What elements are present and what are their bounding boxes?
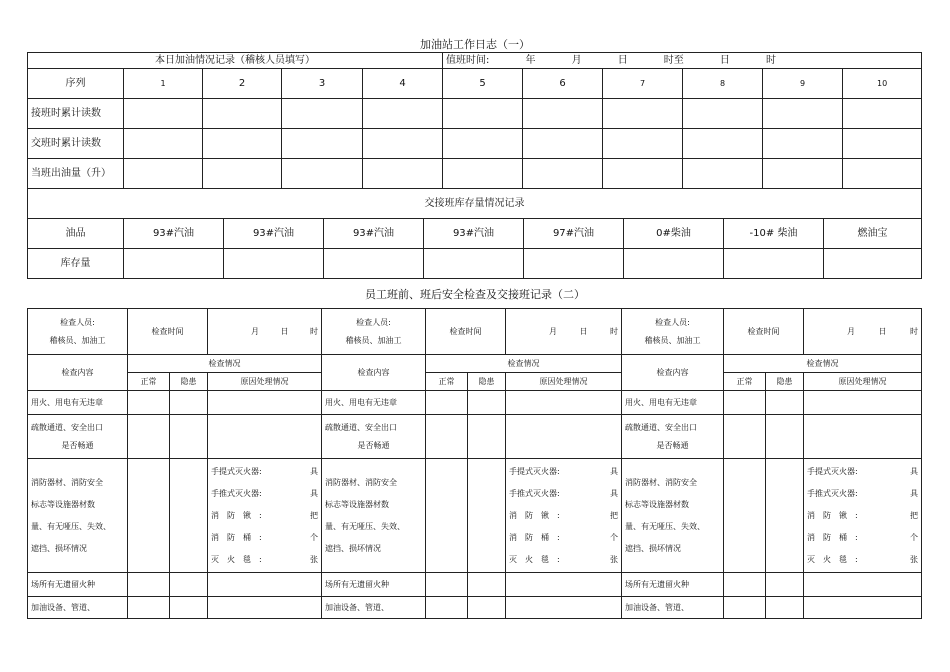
normal-label-1: 正常 bbox=[128, 373, 170, 391]
row-label-start-reading: 接班时累计读数 bbox=[28, 99, 124, 129]
item-fire-electric-1: 用火、用电有无违章 bbox=[28, 391, 128, 415]
normal-label-3: 正常 bbox=[724, 373, 766, 391]
seq-5: 5 bbox=[443, 69, 523, 99]
seq-label: 序列 bbox=[28, 69, 124, 99]
check-content-label-2: 检查内容 bbox=[322, 355, 426, 391]
oil-label: 油品 bbox=[28, 219, 124, 249]
check-status-label-2: 检查情况 bbox=[426, 355, 622, 373]
stock-table bbox=[27, 218, 922, 279]
item-exit-3: 疏散通道、安全出口 是否畅通 bbox=[622, 415, 724, 459]
check-date-3[interactable]: 月 日 时 bbox=[804, 309, 922, 355]
inspector-cell-1: 检查人员: 稽核员、加油工 bbox=[28, 309, 128, 355]
item-fire-electric-3: 用火、用电有无违章 bbox=[622, 391, 724, 415]
hazard-label-1: 隐患 bbox=[170, 373, 208, 391]
oil-1: 93#汽油 bbox=[124, 219, 224, 249]
check-time-label-3: 检查时间 bbox=[724, 309, 804, 355]
item-fire-source-1: 场所有无遗留火种 bbox=[28, 573, 128, 597]
reason-label-3: 原因处理情况 bbox=[804, 373, 922, 391]
item-fire-equipment-1: 消防器材、消防安全 标志等设施器材数 量、有无哑压、失效、 遮挡、损坏情况 bbox=[28, 459, 128, 573]
reason-label-1: 原因处理情况 bbox=[208, 373, 322, 391]
seq-6: 6 bbox=[523, 69, 603, 99]
seq-2: 2 bbox=[203, 69, 282, 99]
equipment-list-3[interactable]: 手提式灭火器: 具 手推式灭火器: 具 消 防 锹 : 把 消 防 桶 : 个 灭 火 毯 : 张 bbox=[804, 459, 922, 573]
item-fire-source-3: 场所有无遗留火种 bbox=[622, 573, 724, 597]
equipment-list-1[interactable]: 手提式灭火器: 具 手推式灭火器: 具 消 防 锹 : 把 消 防 桶 : 个 灭 火 毯 : 张 bbox=[208, 459, 322, 573]
stock-section-title: 交接班库存量情况记录 bbox=[28, 189, 922, 219]
item-equipment-pipes-1: 加油设备、管道、 bbox=[28, 597, 128, 619]
reason-label-2: 原因处理情况 bbox=[506, 373, 622, 391]
item-fire-source-2: 场所有无遗留火种 bbox=[322, 573, 426, 597]
item-fire-equipment-3: 消防器材、消防安全 标志等设施器材数 量、有无哑压、失效、 遮挡、损坏情况 bbox=[622, 459, 724, 573]
hazard-label-3: 隐患 bbox=[766, 373, 804, 391]
seq-7: 7 bbox=[603, 69, 683, 99]
check-content-label-3: 检查内容 bbox=[622, 355, 724, 391]
seq-1: 1 bbox=[124, 69, 203, 99]
item-exit-2: 疏散通道、安全出口 是否畅通 bbox=[322, 415, 426, 459]
oil-5: 97#汽油 bbox=[524, 219, 624, 249]
oil-4: 93#汽油 bbox=[424, 219, 524, 249]
row-label-shift-output: 当班出油量（升） bbox=[28, 159, 124, 189]
seq-10: 10 bbox=[843, 69, 922, 99]
check-date-2[interactable]: 月 日 时 bbox=[506, 309, 622, 355]
safety-table bbox=[27, 308, 922, 619]
safety-title: 员工班前、班后安全检查及交接班记录（二） bbox=[365, 288, 585, 301]
stock-label: 库存量 bbox=[28, 249, 124, 279]
oil-7: -10# 柴油 bbox=[724, 219, 824, 249]
seq-9: 9 bbox=[763, 69, 843, 99]
check-date-1[interactable]: 月 日 时 bbox=[208, 309, 322, 355]
seq-8: 8 bbox=[683, 69, 763, 99]
daily-refuel-header: 本日加油情况记录（稽核人员填写） bbox=[28, 53, 443, 69]
oil-6: 0#柴油 bbox=[624, 219, 724, 249]
duty-time-cell: 值班时间: 年 月 日 时至 日 时 bbox=[443, 53, 922, 69]
check-time-label-1: 检查时间 bbox=[128, 309, 208, 355]
item-equipment-pipes-3: 加油设备、管道、 bbox=[622, 597, 724, 619]
hazard-label-2: 隐患 bbox=[468, 373, 506, 391]
item-exit-1: 疏散通道、安全出口 是否畅通 bbox=[28, 415, 128, 459]
check-content-label-1: 检查内容 bbox=[28, 355, 128, 391]
item-fire-electric-2: 用火、用电有无违章 bbox=[322, 391, 426, 415]
item-fire-equipment-2: 消防器材、消防安全 标志等设施器材数 量、有无哑压、失效、 遮挡、损坏情况 bbox=[322, 459, 426, 573]
check-time-label-2: 检查时间 bbox=[426, 309, 506, 355]
check-status-label-3: 检查情况 bbox=[724, 355, 922, 373]
seq-4: 4 bbox=[363, 69, 443, 99]
item-equipment-pipes-2: 加油设备、管道、 bbox=[322, 597, 426, 619]
check-status-label-1: 检查情况 bbox=[128, 355, 322, 373]
seq-3: 3 bbox=[282, 69, 363, 99]
inspector-cell-2: 检查人员: 稽核员、加油工 bbox=[322, 309, 426, 355]
fuel-log-table bbox=[27, 52, 922, 219]
oil-8: 燃油宝 bbox=[824, 219, 922, 249]
row-label-end-reading: 交班时累计读数 bbox=[28, 129, 124, 159]
oil-2: 93#汽油 bbox=[224, 219, 324, 249]
normal-label-2: 正常 bbox=[426, 373, 468, 391]
equipment-list-2[interactable]: 手提式灭火器: 具 手推式灭火器: 具 消 防 锹 : 把 消 防 桶 : 个 灭 火 毯 : 张 bbox=[506, 459, 622, 573]
oil-3: 93#汽油 bbox=[324, 219, 424, 249]
inspector-cell-3: 检查人员: 稽核员、加油工 bbox=[622, 309, 724, 355]
log-title: 加油站工作日志（一） bbox=[420, 38, 530, 51]
